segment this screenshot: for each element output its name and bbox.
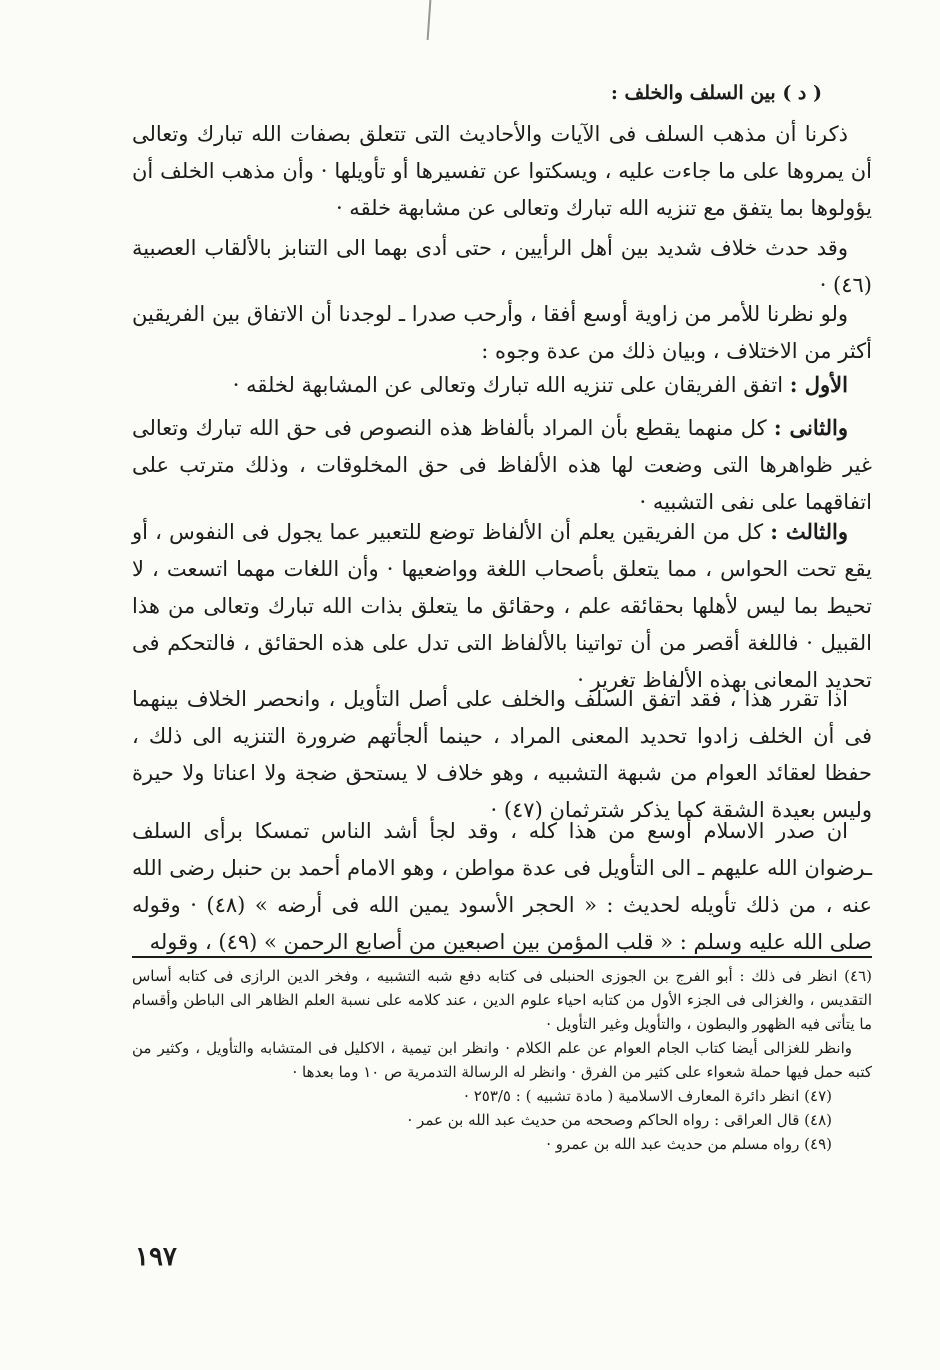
page-number: ١٩٧ [135,1242,177,1272]
footnote-48: (٤٨) قال العراقى : رواه الحاكم وصححه من حديث عبد الله بن عمر · [407,1111,832,1129]
paragraph-salaf-khalaf [132,116,872,227]
footnote-46-continued: وانظر للغزالى أيضا كتاب الجام العوام عن علم الكلام · وانظر ابن تيمية ، الاكليل فى المتشابه والتأويل ، وكثير من كتبه حمل فيها حملة شعواء على كثير من الفرق · وانظر له الرسالة التدمرية ص ١٠ وما بعدها · [132,1039,872,1081]
scan-pen-mark [427,0,432,40]
paragraph-conclusion [132,681,872,829]
point-label: الأول : [789,372,848,397]
paragraph-agreement [132,296,872,370]
paragraph-text: ولو نظرنا للأمر من زاوية أوسع أفقا ، وأرحب صدرا ـ لوجدنا أن الاتفاق بين الفريقين أكثر من الاختلاف ، وبيان ذلك من عدة وجوه : [132,302,872,363]
footnote-divider [132,956,872,958]
footnote-46: (٤٦) انظر فى ذلك : أبو الفرج بن الجوزى الحنبلى فى كتابه دفع شبه التشبيه ، وفخر الدين الرازى فى كتابه أساس التقديس ، والغزالى فى الجزء الأول من كتابه احياء علوم الدين ، عند كلامه على نسبة العلم الظاهر الى الباطن وأقسام ما يتأتى فيه الظهور والبطون ، والتأويل وغير التأويل · [132,967,872,1033]
paragraph-islam [132,813,872,961]
point-label: والثانى : [773,415,848,440]
footnote-49: (٤٩) رواه مسلم من حديث عبد الله بن عمرو · [546,1135,832,1153]
point-second [132,409,872,521]
paragraph-dispute [132,230,872,304]
paragraph-text: اذا تقرر هذا ، فقد اتفق السلف والخلف على أصل التأويل ، وانحصر الخلاف بينهما فى أن الخلف زادوا تحديد المعنى المراد ، حينما ألجأتهم ضرورة التنزيه الى ذلك ، حفظا لعقائد العوام من شبهة التشبيه ، وهو خلاف لا يستحق ضجة ولا اعناتا ولا حيرة وليس بعيدة الشقة كما يذكر شترثمان (٤٧) · [132,687,872,822]
footnote-47: (٤٧) انظر دائرة المعارف الاسلامية ( مادة تشبيه ) : ٢٥٣/٥ · [464,1087,832,1105]
point-label: والثالث : [770,519,848,544]
paragraph-text: ذكرنا أن مذهب السلف فى الآيات والأحاديث التى تتعلق بصفات الله تبارك وتعالى أن يمروها على ما جاءت عليه ، ويسكتوا عن تفسيرها أو تأويلها · وأن مذهب الخلف أن يؤولوها بما يتفق مع تنزيه الله تبارك وتعالى عن مشابهة خلقه · [132,122,872,220]
footnotes [132,964,872,1156]
point-first [132,366,872,404]
paragraph-text: وقد حدث خلاف شديد بين أهل الرأيين ، حتى أدى بهما الى التنابز بالألقاب العصبية (٤٦) · [132,236,872,297]
section-heading: ( د ) بين السلف والخلف : [610,82,822,104]
point-third [132,513,872,699]
point-text: كل من الفريقين يعلم أن الألفاظ توضع للتعبير عما يجول فى النفوس ، أو يقع تحت الحواس ، مما يتعلق بأصحاب اللغة وواضعيها · وأن اللغات مهما اتسعت ، لا تحيط بما ليس لأهلها بحقائقه علم ، وحقائق ما يتعلق بذات الله تبارك وتعالى من هذا القبيل · فاللغة أقصر من أن تواتينا بالألفاظ التى تدل على هذه الحقائق ، فالتحكم فى تحديد المعانى بهذه الألفاظ تغرير · [132,520,872,692]
point-text: اتفق الفريقان على تنزيه الله تبارك وتعالى عن المشابهة لخلقه · [232,373,790,397]
paragraph-text: ان صدر الاسلام أوسع من هذا كله ، وقد لجأ أشد الناس تمسكا برأى السلف ـرضوان الله عليهم ـ الى التأويل فى عدة مواطن ، وهو الامام أحمد بن حنبل رضى الله عنه ، من ذلك تأويله لحديث : « الحجر الأسود يمين الله فى أرضه » (٤٨) · وقوله صلى الله عليه وسلم : « قلب المؤمن بين اصبعين من أصابع الرحمن » (٤٩) ، وقوله [132,819,872,954]
point-text: كل منهما يقطع بأن المراد بألفاظ هذه النصوص فى حق الله تبارك وتعالى غير ظواهرها التى وضعت لها هذه الألفاظ فى حق المخلوقات ، وذلك مترتب على اتفاقهما على نفى التشبيه · [132,416,872,514]
